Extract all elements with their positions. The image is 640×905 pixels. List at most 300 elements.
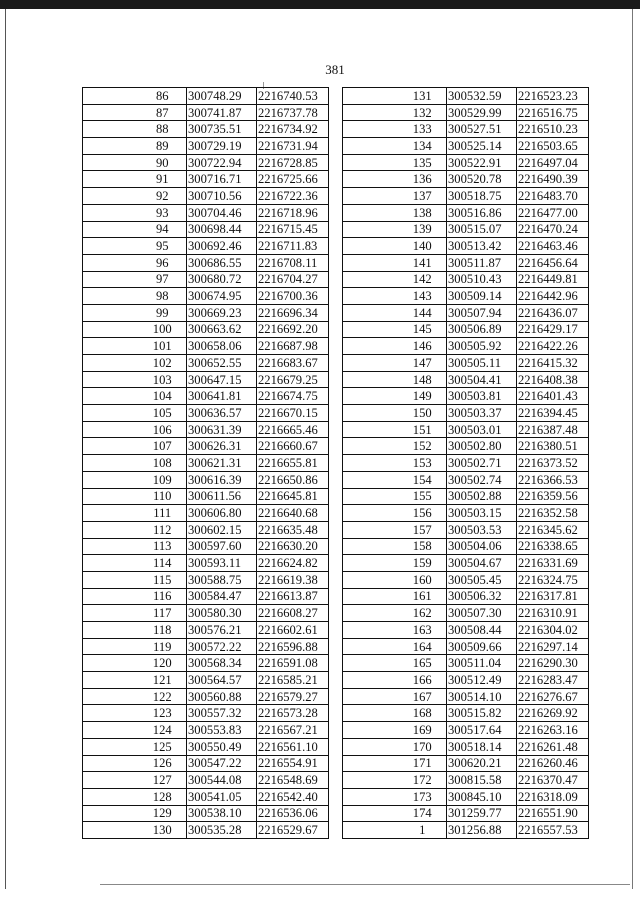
point-number-cell: 113 (139, 538, 187, 555)
y-coordinate-cell: 2216297.14 (517, 638, 589, 655)
coordinates-table-right (342, 87, 589, 839)
x-coordinate-cell: 300704.46 (187, 204, 257, 221)
point-number-cell: 122 (139, 688, 187, 705)
empty-cell (83, 355, 139, 372)
x-coordinate-cell: 300652.55 (187, 355, 257, 372)
x-coordinate-cell: 300658.06 (187, 338, 257, 355)
point-number-cell: 132 (399, 104, 447, 121)
x-coordinate-cell: 300748.29 (187, 88, 257, 105)
empty-cell (343, 321, 399, 338)
table-row (83, 405, 329, 422)
y-coordinate-cell: 2216449.81 (517, 271, 589, 288)
empty-cell (343, 722, 399, 739)
y-coordinate-cell: 2216338.65 (517, 538, 589, 555)
table-row (83, 154, 329, 171)
y-coordinate-cell: 2216345.62 (517, 521, 589, 538)
empty-cell (343, 355, 399, 372)
y-coordinate-cell: 2216477.00 (517, 204, 589, 221)
x-coordinate-cell: 300602.15 (187, 521, 257, 538)
point-number-cell: 144 (399, 304, 447, 321)
y-coordinate-cell: 2216490.39 (517, 171, 589, 188)
y-coordinate-cell: 2216261.48 (517, 738, 589, 755)
empty-cell (343, 88, 399, 105)
table-row (343, 321, 589, 338)
x-coordinate-cell: 300576.21 (187, 622, 257, 639)
empty-cell (83, 622, 139, 639)
point-number-cell: 173 (399, 788, 447, 805)
empty-cell (343, 154, 399, 171)
empty-cell (83, 88, 139, 105)
point-number-cell: 86 (139, 88, 187, 105)
empty-cell (343, 521, 399, 538)
x-coordinate-cell: 300517.64 (447, 722, 517, 739)
point-number-cell: 164 (399, 638, 447, 655)
empty-cell (343, 505, 399, 522)
empty-cell (83, 772, 139, 789)
y-coordinate-cell: 2216483.70 (517, 188, 589, 205)
point-number-cell: 91 (139, 171, 187, 188)
table-row (343, 171, 589, 188)
x-coordinate-cell: 300512.49 (447, 672, 517, 689)
empty-cell (343, 772, 399, 789)
x-coordinate-cell: 300507.30 (447, 605, 517, 622)
y-coordinate-cell: 2216290.30 (517, 655, 589, 672)
table-row (343, 555, 589, 572)
x-coordinate-cell: 300520.78 (447, 171, 517, 188)
y-coordinate-cell: 2216687.98 (257, 338, 329, 355)
table-row (83, 705, 329, 722)
point-number-cell: 118 (139, 622, 187, 639)
table-row (343, 421, 589, 438)
x-coordinate-cell: 300516.86 (447, 204, 517, 221)
empty-cell (343, 388, 399, 405)
empty-cell (83, 638, 139, 655)
table-row (343, 154, 589, 171)
point-number-cell: 103 (139, 371, 187, 388)
y-coordinate-cell: 2216503.65 (517, 138, 589, 155)
y-coordinate-cell: 2216510.23 (517, 121, 589, 138)
table-row (83, 388, 329, 405)
point-number-cell: 116 (139, 588, 187, 605)
empty-cell (343, 571, 399, 588)
y-coordinate-cell: 2216585.21 (257, 672, 329, 689)
x-coordinate-cell: 300502.74 (447, 471, 517, 488)
y-coordinate-cell: 2216352.58 (517, 505, 589, 522)
empty-cell (343, 121, 399, 138)
point-number-cell: 137 (399, 188, 447, 205)
x-coordinate-cell: 300508.44 (447, 622, 517, 639)
point-number-cell: 98 (139, 288, 187, 305)
scan-bottom-edge (100, 884, 630, 885)
empty-cell (83, 338, 139, 355)
y-coordinate-cell: 2216548.69 (257, 772, 329, 789)
point-number-cell: 142 (399, 271, 447, 288)
y-coordinate-cell: 2216470.24 (517, 221, 589, 238)
y-coordinate-cell: 2216429.17 (517, 321, 589, 338)
x-coordinate-cell: 300505.11 (447, 355, 517, 372)
empty-cell (343, 622, 399, 639)
point-number-cell: 108 (139, 455, 187, 472)
y-coordinate-cell: 2216718.96 (257, 204, 329, 221)
table-row (343, 622, 589, 639)
table-row (343, 488, 589, 505)
empty-cell (343, 738, 399, 755)
table-row (343, 672, 589, 689)
x-coordinate-cell: 300505.45 (447, 571, 517, 588)
x-coordinate-cell: 300504.06 (447, 538, 517, 555)
x-coordinate-cell: 300504.67 (447, 555, 517, 572)
empty-cell (343, 188, 399, 205)
empty-cell (343, 822, 399, 839)
x-coordinate-cell: 300502.71 (447, 455, 517, 472)
table-row (343, 271, 589, 288)
point-number-cell: 141 (399, 254, 447, 271)
y-coordinate-cell: 2216740.53 (257, 88, 329, 105)
x-coordinate-cell: 300527.51 (447, 121, 517, 138)
empty-cell (83, 204, 139, 221)
y-coordinate-cell: 2216674.75 (257, 388, 329, 405)
x-coordinate-cell: 300544.08 (187, 772, 257, 789)
point-number-cell: 170 (399, 738, 447, 755)
y-coordinate-cell: 2216708.11 (257, 254, 329, 271)
y-coordinate-cell: 2216436.07 (517, 304, 589, 321)
x-coordinate-cell: 300741.87 (187, 104, 257, 121)
y-coordinate-cell: 2216640.68 (257, 505, 329, 522)
empty-cell (343, 605, 399, 622)
point-number-cell: 166 (399, 672, 447, 689)
empty-cell (83, 171, 139, 188)
empty-cell (343, 338, 399, 355)
empty-cell (83, 505, 139, 522)
empty-cell (343, 421, 399, 438)
table-row (343, 571, 589, 588)
empty-cell (83, 405, 139, 422)
point-number-cell: 1 (399, 822, 447, 839)
y-coordinate-cell: 2216422.26 (517, 338, 589, 355)
x-coordinate-cell: 300593.11 (187, 555, 257, 572)
point-number-cell: 96 (139, 254, 187, 271)
empty-cell (83, 705, 139, 722)
x-coordinate-cell: 300616.39 (187, 471, 257, 488)
x-coordinate-cell: 300710.56 (187, 188, 257, 205)
table-row (83, 188, 329, 205)
scan-right-edge (632, 9, 633, 889)
x-coordinate-cell: 300557.32 (187, 705, 257, 722)
table-row (83, 638, 329, 655)
x-coordinate-cell: 300509.66 (447, 638, 517, 655)
table-row (83, 338, 329, 355)
x-coordinate-cell: 300509.14 (447, 288, 517, 305)
point-number-cell: 169 (399, 722, 447, 739)
x-coordinate-cell: 300686.55 (187, 254, 257, 271)
y-coordinate-cell: 2216263.16 (517, 722, 589, 739)
y-coordinate-cell: 2216722.36 (257, 188, 329, 205)
point-number-cell: 160 (399, 571, 447, 588)
y-coordinate-cell: 2216269.92 (517, 705, 589, 722)
table-row (83, 121, 329, 138)
y-coordinate-cell: 2216456.64 (517, 254, 589, 271)
table-row (83, 772, 329, 789)
y-coordinate-cell: 2216324.75 (517, 571, 589, 588)
scan-left-edge (5, 9, 6, 889)
y-coordinate-cell: 2216516.75 (517, 104, 589, 121)
empty-cell (83, 221, 139, 238)
table-row (343, 121, 589, 138)
table-row (343, 188, 589, 205)
table-row (83, 438, 329, 455)
point-number-cell: 133 (399, 121, 447, 138)
empty-cell (343, 688, 399, 705)
x-coordinate-cell: 300698.44 (187, 221, 257, 238)
x-coordinate-cell: 300641.81 (187, 388, 257, 405)
point-number-cell: 156 (399, 505, 447, 522)
empty-cell (83, 271, 139, 288)
x-coordinate-cell: 300507.94 (447, 304, 517, 321)
y-coordinate-cell: 2216679.25 (257, 371, 329, 388)
y-coordinate-cell: 2216711.83 (257, 238, 329, 255)
empty-cell (343, 405, 399, 422)
y-coordinate-cell: 2216696.34 (257, 304, 329, 321)
empty-cell (343, 805, 399, 822)
y-coordinate-cell: 2216655.81 (257, 455, 329, 472)
empty-cell (343, 455, 399, 472)
point-number-cell: 121 (139, 672, 187, 689)
y-coordinate-cell: 2216665.46 (257, 421, 329, 438)
point-number-cell: 110 (139, 488, 187, 505)
empty-cell (83, 154, 139, 171)
x-coordinate-cell: 300674.95 (187, 288, 257, 305)
y-coordinate-cell: 2216725.66 (257, 171, 329, 188)
point-number-cell: 131 (399, 88, 447, 105)
table-row (343, 655, 589, 672)
empty-cell (343, 171, 399, 188)
point-number-cell: 130 (139, 822, 187, 839)
x-coordinate-cell: 300503.15 (447, 505, 517, 522)
point-number-cell: 106 (139, 421, 187, 438)
y-coordinate-cell: 2216630.20 (257, 538, 329, 555)
table-row (83, 521, 329, 538)
y-coordinate-cell: 2216387.48 (517, 421, 589, 438)
table-row (343, 405, 589, 422)
point-number-cell: 162 (399, 605, 447, 622)
point-number-cell: 165 (399, 655, 447, 672)
point-number-cell: 171 (399, 755, 447, 772)
table-row (343, 355, 589, 372)
empty-cell (343, 371, 399, 388)
scan-top-border (0, 0, 640, 9)
empty-cell (343, 254, 399, 271)
y-coordinate-cell: 2216536.06 (257, 805, 329, 822)
y-coordinate-cell: 2216608.27 (257, 605, 329, 622)
table-row (343, 738, 589, 755)
empty-cell (83, 722, 139, 739)
empty-cell (343, 672, 399, 689)
empty-cell (83, 588, 139, 605)
table-row (83, 788, 329, 805)
table-row (83, 571, 329, 588)
y-coordinate-cell: 2216283.47 (517, 672, 589, 689)
x-coordinate-cell: 300506.89 (447, 321, 517, 338)
empty-cell (343, 555, 399, 572)
x-coordinate-cell: 300541.05 (187, 788, 257, 805)
point-number-cell: 127 (139, 772, 187, 789)
empty-cell (83, 738, 139, 755)
x-coordinate-cell: 300669.23 (187, 304, 257, 321)
empty-cell (83, 555, 139, 572)
table-row (343, 822, 589, 839)
x-coordinate-cell: 300529.99 (447, 104, 517, 121)
y-coordinate-cell: 2216602.61 (257, 622, 329, 639)
table-row (83, 221, 329, 238)
y-coordinate-cell: 2216497.04 (517, 154, 589, 171)
table-row (343, 254, 589, 271)
x-coordinate-cell: 300511.87 (447, 254, 517, 271)
table-row (343, 521, 589, 538)
x-coordinate-cell: 300626.31 (187, 438, 257, 455)
point-number-cell: 101 (139, 338, 187, 355)
empty-cell (83, 238, 139, 255)
x-coordinate-cell: 300503.01 (447, 421, 517, 438)
table-row (343, 104, 589, 121)
y-coordinate-cell: 2216670.15 (257, 405, 329, 422)
empty-cell (83, 104, 139, 121)
x-coordinate-cell: 300535.28 (187, 822, 257, 839)
empty-cell (343, 221, 399, 238)
y-coordinate-cell: 2216557.53 (517, 822, 589, 839)
table-row (83, 822, 329, 839)
point-number-cell: 120 (139, 655, 187, 672)
y-coordinate-cell: 2216624.82 (257, 555, 329, 572)
point-number-cell: 129 (139, 805, 187, 822)
x-coordinate-cell: 300504.41 (447, 371, 517, 388)
empty-cell (343, 438, 399, 455)
point-number-cell: 139 (399, 221, 447, 238)
point-number-cell: 143 (399, 288, 447, 305)
table-row (83, 622, 329, 639)
empty-cell (83, 388, 139, 405)
table-row (83, 254, 329, 271)
x-coordinate-cell: 300553.83 (187, 722, 257, 739)
table-row (343, 638, 589, 655)
y-coordinate-cell: 2216304.02 (517, 622, 589, 639)
y-coordinate-cell: 2216394.45 (517, 405, 589, 422)
table-row (343, 221, 589, 238)
point-number-cell: 163 (399, 622, 447, 639)
point-number-cell: 92 (139, 188, 187, 205)
y-coordinate-cell: 2216415.32 (517, 355, 589, 372)
point-number-cell: 154 (399, 471, 447, 488)
table-row (83, 505, 329, 522)
x-coordinate-cell: 300532.59 (447, 88, 517, 105)
point-number-cell: 149 (399, 388, 447, 405)
x-coordinate-cell: 300514.10 (447, 688, 517, 705)
table-row (83, 355, 329, 372)
point-number-cell: 150 (399, 405, 447, 422)
table-row (83, 271, 329, 288)
empty-cell (343, 788, 399, 805)
table-row (343, 705, 589, 722)
point-number-cell: 146 (399, 338, 447, 355)
x-coordinate-cell: 300506.32 (447, 588, 517, 605)
empty-cell (343, 655, 399, 672)
page-number: 381 (325, 62, 345, 77)
y-coordinate-cell: 2216551.90 (517, 805, 589, 822)
table-row (343, 388, 589, 405)
x-coordinate-cell: 300572.22 (187, 638, 257, 655)
empty-cell (343, 471, 399, 488)
table-row (83, 555, 329, 572)
x-coordinate-cell: 300584.47 (187, 588, 257, 605)
y-coordinate-cell: 2216260.46 (517, 755, 589, 772)
y-coordinate-cell: 2216715.45 (257, 221, 329, 238)
y-coordinate-cell: 2216567.21 (257, 722, 329, 739)
x-coordinate-cell: 300692.46 (187, 238, 257, 255)
x-coordinate-cell: 300722.94 (187, 154, 257, 171)
coordinates-table-left-body (83, 88, 329, 839)
table-row (343, 471, 589, 488)
x-coordinate-cell: 300815.58 (447, 772, 517, 789)
point-number-cell: 161 (399, 588, 447, 605)
empty-cell (83, 655, 139, 672)
y-coordinate-cell: 2216645.81 (257, 488, 329, 505)
coordinates-table-left (82, 87, 329, 839)
table-row (343, 588, 589, 605)
empty-cell (83, 304, 139, 321)
y-coordinate-cell: 2216660.67 (257, 438, 329, 455)
x-coordinate-cell: 300511.04 (447, 655, 517, 672)
table-row (83, 755, 329, 772)
point-number-cell: 128 (139, 788, 187, 805)
empty-cell (83, 538, 139, 555)
table-row (343, 88, 589, 105)
x-coordinate-cell: 300647.15 (187, 371, 257, 388)
y-coordinate-cell: 2216373.52 (517, 455, 589, 472)
empty-cell (83, 188, 139, 205)
point-number-cell: 89 (139, 138, 187, 155)
point-number-cell: 90 (139, 154, 187, 171)
point-number-cell: 107 (139, 438, 187, 455)
point-number-cell: 95 (139, 238, 187, 255)
x-coordinate-cell: 300518.75 (447, 188, 517, 205)
point-number-cell: 124 (139, 722, 187, 739)
point-number-cell: 87 (139, 104, 187, 121)
x-coordinate-cell: 300636.57 (187, 405, 257, 422)
point-number-cell: 125 (139, 738, 187, 755)
point-number-cell: 115 (139, 571, 187, 588)
x-coordinate-cell: 300502.88 (447, 488, 517, 505)
empty-cell (83, 121, 139, 138)
x-coordinate-cell: 300538.10 (187, 805, 257, 822)
table-row (343, 304, 589, 321)
point-number-cell: 167 (399, 688, 447, 705)
y-coordinate-cell: 2216737.78 (257, 104, 329, 121)
x-coordinate-cell: 300547.22 (187, 755, 257, 772)
y-coordinate-cell: 2216401.43 (517, 388, 589, 405)
point-number-cell: 104 (139, 388, 187, 405)
x-coordinate-cell: 300680.72 (187, 271, 257, 288)
point-number-cell: 105 (139, 405, 187, 422)
table-row (343, 371, 589, 388)
point-number-cell: 135 (399, 154, 447, 171)
point-number-cell: 140 (399, 238, 447, 255)
y-coordinate-cell: 2216310.91 (517, 605, 589, 622)
point-number-cell: 174 (399, 805, 447, 822)
point-number-cell: 157 (399, 521, 447, 538)
y-coordinate-cell: 2216318.09 (517, 788, 589, 805)
point-number-cell: 99 (139, 304, 187, 321)
y-coordinate-cell: 2216276.67 (517, 688, 589, 705)
y-coordinate-cell: 2216650.86 (257, 471, 329, 488)
